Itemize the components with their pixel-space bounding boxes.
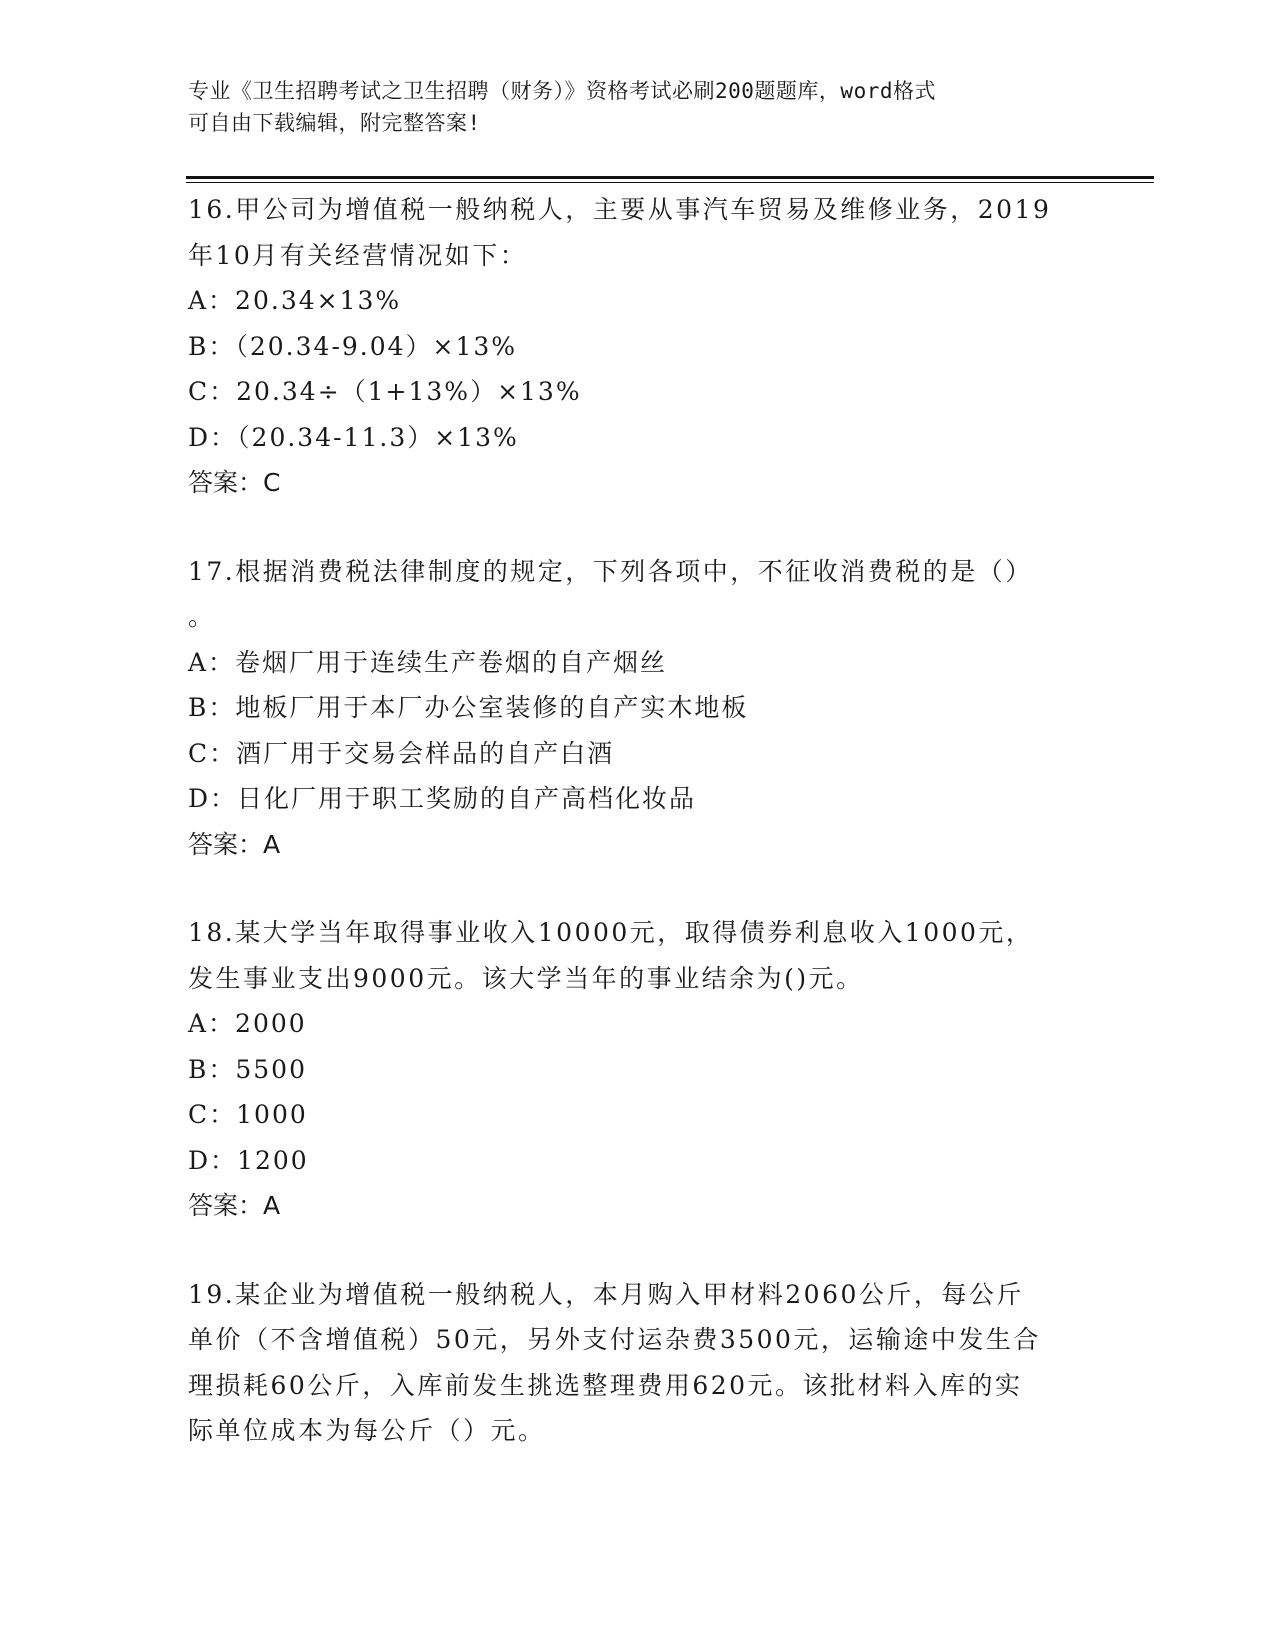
option-b: B：5500 [188,1054,307,1084]
header-divider-thin [186,182,1154,183]
question-stem-line: 理损耗60公斤，入库前发生挑选整理费用620元。该批材料入库的实 [188,1370,1023,1400]
question-19 [188,1272,1088,1454]
document-header [188,75,1068,139]
question-stem-line: 发生事业支出9000元。该大学当年的事业结余为()元。 [188,963,864,993]
answer-line: 答案：C [188,468,281,497]
question-stem-line: 19.某企业为增值税一般纳税人，本月购入甲材料2060公斤，每公斤 [188,1279,1024,1309]
question-stem-line: 17.根据消费税法律制度的规定，下列各项中，不征收消费税的是（） [188,556,1033,586]
option-d: D：1200 [188,1145,309,1175]
question-stem-line: 。 [188,602,216,631]
question-spacer [188,506,1088,549]
option-b: B：（20.34-9.04）×13% [188,331,518,361]
answer-line: 答案：A [188,1191,281,1220]
option-d: D：（20.34-11.3）×13% [188,422,519,452]
header-divider-thick [186,176,1154,179]
question-18 [188,910,1088,1229]
question-list [188,187,1088,1454]
question-16 [188,187,1088,506]
question-stem-line: 年10月有关经营情况如下： [188,240,528,270]
question-spacer [188,867,1088,910]
option-a: A：卷烟厂用于连续生产卷烟的自产烟丝 [188,647,668,677]
option-d: D：日化厂用于职工奖励的自产高档化妆品 [188,784,697,813]
header-title-line-1: 专业《卫生招聘考试之卫生招聘（财务）》资格考试必刷200题题库，word格式 [188,79,936,103]
question-stem-line: 18.某大学当年取得事业收入10000元，取得债券利息收入1000元， [188,918,1034,947]
option-c: C：酒厂用于交易会样品的自产白酒 [188,738,615,768]
option-a: A：20.34×13% [188,286,402,315]
option-c: C：1000 [188,1100,308,1129]
header-title-line-2: 可自由下载编辑，附完整答案! [188,111,481,135]
question-stem-line: 16.甲公司为增值税一般纳税人，主要从事汽车贸易及维修业务，2019 [188,195,1052,224]
option-a: A：2000 [188,1009,307,1038]
question-stem-line: 单价（不含增值税）50元，另外支付运杂费3500元，运输途中发生合 [188,1325,1041,1354]
answer-line: 答案：A [188,829,281,859]
option-b: B：地板厂用于本厂办公室装修的自产实木地板 [188,693,749,722]
question-stem-line: 际单位成本为每公斤（）元。 [188,1416,546,1445]
question-spacer [188,1229,1088,1272]
option-c: C：20.34÷（1+13%）×13% [188,377,582,406]
question-17 [188,549,1088,868]
